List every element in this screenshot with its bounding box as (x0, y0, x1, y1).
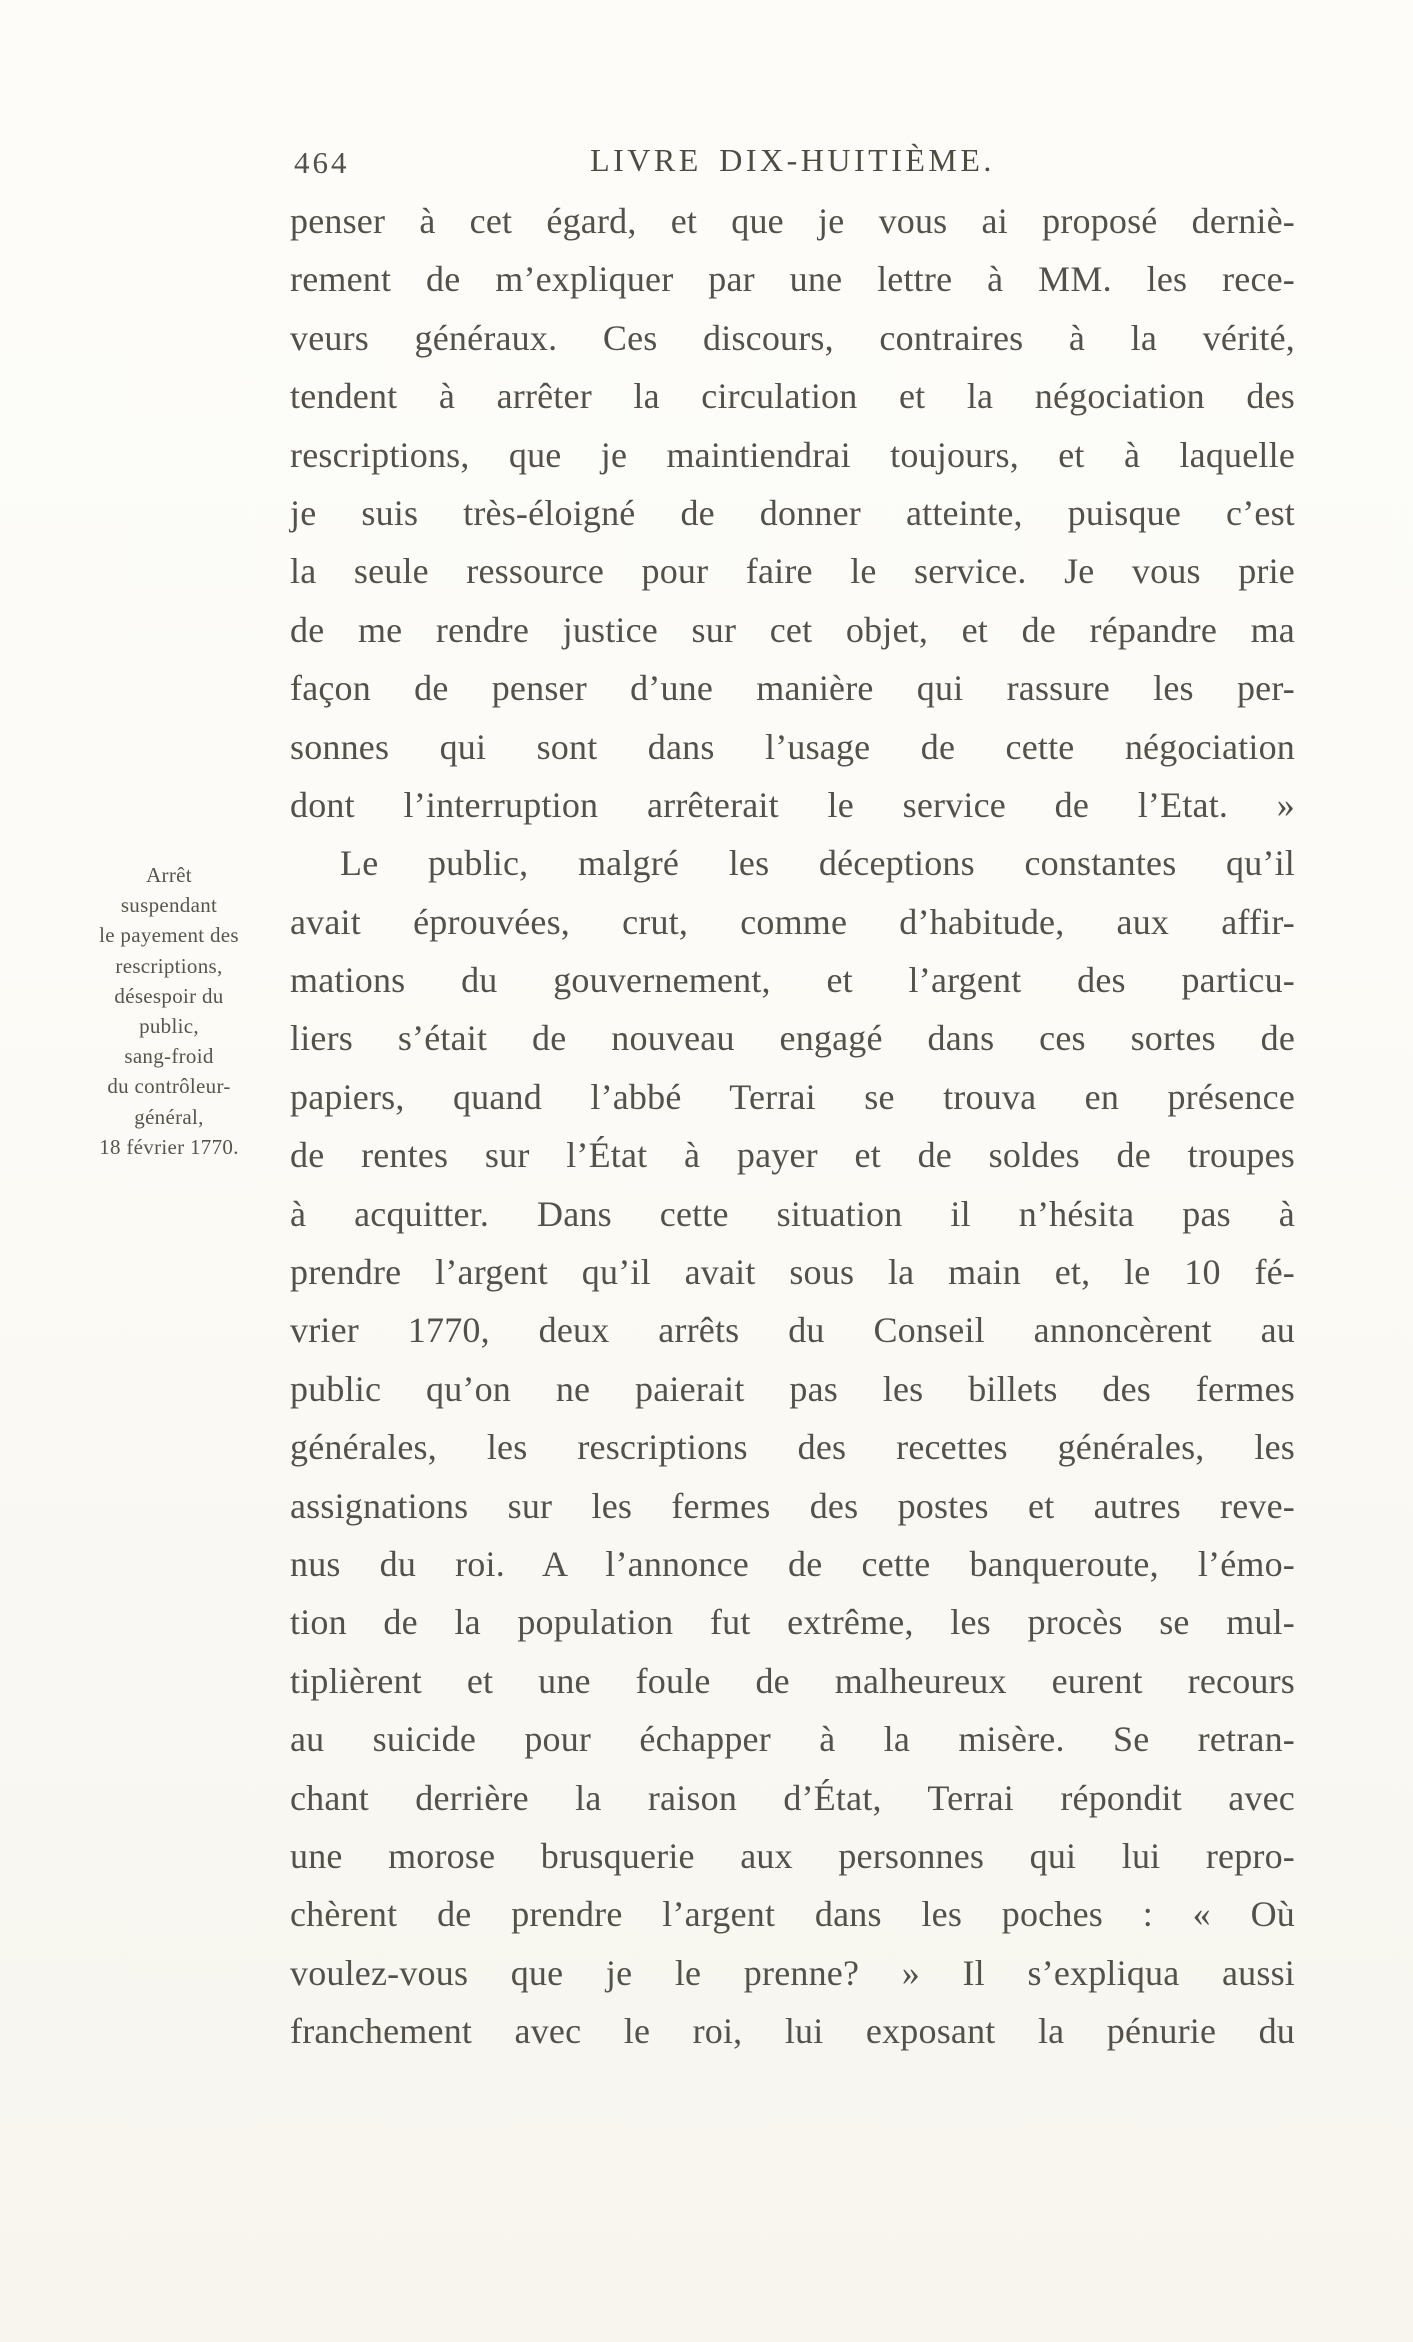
text-line: tiplièrent et une foule de malheureux eurent recours (290, 1660, 1295, 1701)
text-line: façon de penser d’une manière qui rassure les per- (290, 668, 1295, 709)
margin-note-line: sang-froid (124, 1044, 214, 1069)
text-line: avait éprouvées, crut, comme d’habitude, aux affir- (290, 901, 1295, 942)
margin-note-line: le payement des (99, 923, 239, 948)
text-line: sonnes qui sont dans l’usage de cette négociation (290, 726, 1295, 767)
text-line: la seule ressource pour faire le service. Je vous prie (290, 551, 1295, 592)
margin-note (58, 860, 280, 1162)
text-line: tion de la population fut extrême, les procès se mul- (290, 1602, 1295, 1643)
text-line: de me rendre justice sur cet objet, et de répandre ma (290, 609, 1295, 650)
text-line: assignations sur les fermes des postes et autres reve- (290, 1485, 1295, 1526)
text-line: franchement avec le roi, lui exposant la pénurie du (290, 2011, 1295, 2052)
page-header (290, 142, 1295, 184)
margin-note-line: du contrôleur- (107, 1074, 231, 1099)
text-line: papiers, quand l’abbé Terrai se trouva en présence (290, 1076, 1295, 1117)
text-line: une morose brusquerie aux personnes qui lui repro- (290, 1835, 1295, 1876)
text-line: liers s’était de nouveau engagé dans ces sortes de (290, 1018, 1295, 1059)
text-line: tendent à arrêter la circulation et la négociation des (290, 376, 1295, 417)
text-line: au suicide pour échapper à la misère. Se retran- (290, 1719, 1295, 1760)
text-line: à acquitter. Dans cette situation il n’hésita pas à (290, 1193, 1295, 1234)
margin-note-line: public, (139, 1014, 199, 1039)
running-header: LIVRE DIX-HUITIÈME. (590, 142, 995, 178)
margin-note-line: rescriptions, (115, 953, 223, 978)
text-block (290, 192, 1295, 2061)
text-line: nus du roi. A l’annonce de cette banqueroute, l’émo- (290, 1543, 1295, 1584)
text-line: Le public, malgré les déceptions constantes qu’il (340, 843, 1295, 884)
text-line: chant derrière la raison d’État, Terrai répondit avec (290, 1777, 1295, 1818)
margin-note-line: 18 février 1770. (99, 1134, 239, 1159)
text-line: penser à cet égard, et que je vous ai proposé derniè- (290, 201, 1295, 241)
text-line: public qu’on ne paierait pas les billets des fermes (290, 1368, 1295, 1409)
text-line: de rentes sur l’État à payer et de soldes de troupes (290, 1135, 1295, 1176)
text-line: rement de m’expliquer par une lettre à MM. les rece- (290, 259, 1295, 300)
text-line: veurs généraux. Ces discours, contraires à la vérité, (290, 317, 1295, 358)
text-line: chèrent de prendre l’argent dans les poches : « Où (290, 1894, 1295, 1935)
text-line: prendre l’argent qu’il avait sous la main et, le 10 fé- (290, 1252, 1295, 1293)
text-line: dont l’interruption arrêterait le service de l’Etat. » (290, 784, 1295, 825)
margin-note-line: suspendant (120, 893, 218, 918)
text-line: générales, les rescriptions des recettes générales, les (290, 1427, 1295, 1468)
text-line: vrier 1770, deux arrêts du Conseil annoncèrent au (290, 1310, 1295, 1351)
margin-note-line: désespoir du (114, 983, 224, 1008)
text-line: voulez-vous que je le prenne? » Il s’expliqua aussi (290, 1952, 1295, 1993)
text-line: rescriptions, que je maintiendrai toujours, et à laquelle (290, 434, 1295, 475)
margin-note-line: Arrêt (146, 863, 192, 887)
margin-note-line: général, (134, 1104, 204, 1129)
text-line: mations du gouvernement, et l’argent des particu- (290, 960, 1295, 1001)
text-line: je suis très-éloigné de donner atteinte, puisque c’est (290, 492, 1295, 533)
page-number: 464 (294, 145, 350, 180)
